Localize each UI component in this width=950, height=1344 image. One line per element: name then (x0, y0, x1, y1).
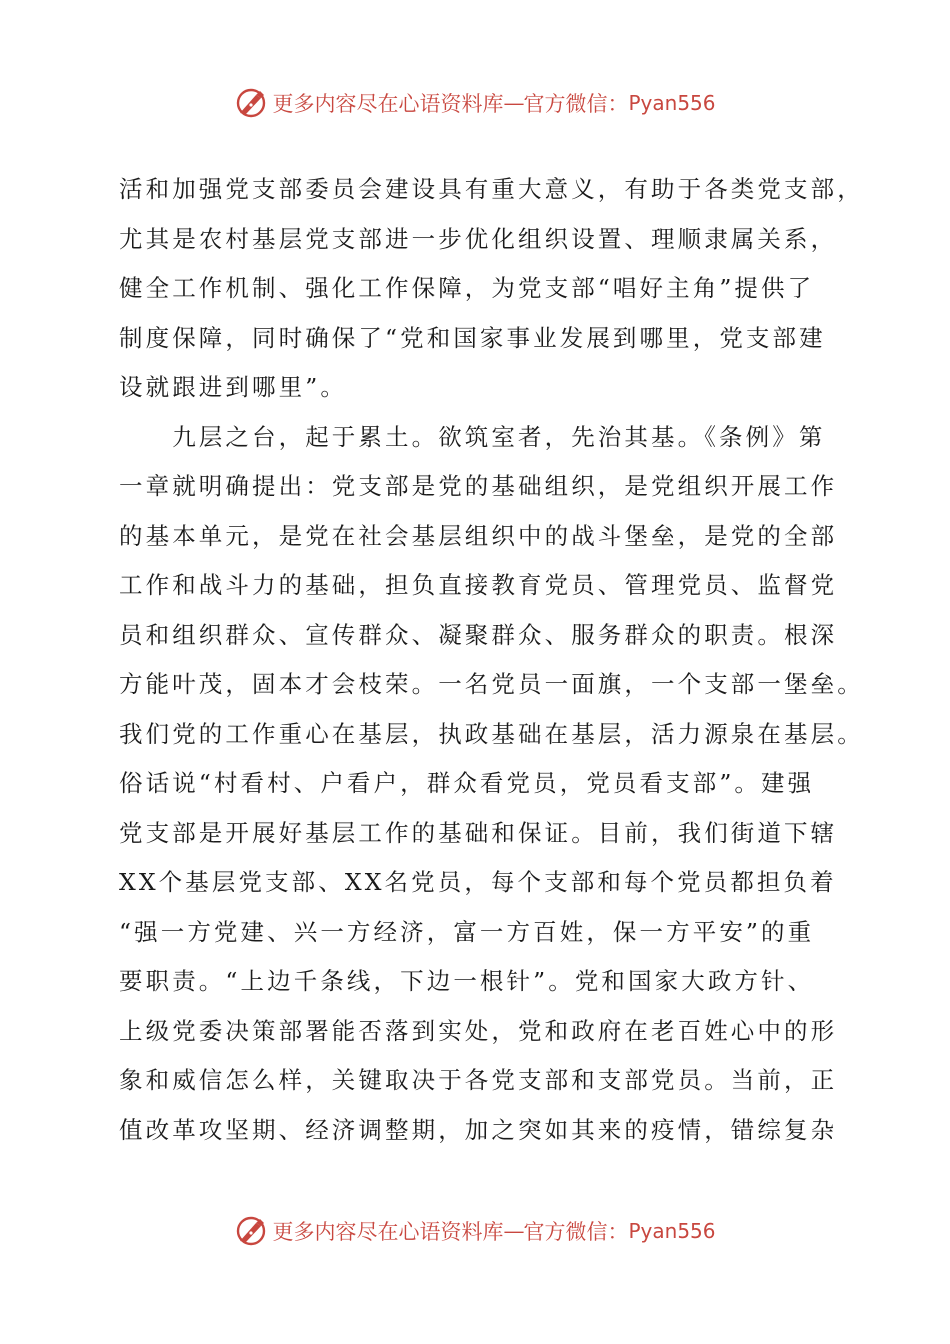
text-line: 设就跟进到哪里”。 (119, 373, 347, 401)
pen-nib-logo-icon (234, 86, 268, 120)
text-line: 一章就明确提出：党支部是党的基础组织，是党组织开展工作 (119, 472, 838, 500)
text-line: 制度保障，同时确保了“党和国家事业发展到哪里，党支部建 (119, 323, 826, 352)
text-line: 活和加强党支部委员会建设具有重大意义，有助于各类党支部， (119, 175, 864, 203)
text-line: 员和组织群众、宣传群众、凝聚群众、服务群众的职责。根深 (119, 620, 838, 649)
text-line: 党支部是开展好基层工作的基础和保证。目前，我们街道下辖 (119, 818, 838, 847)
text-line: 工作和战斗力的基础，担负直接教育党员、管理党员、监督党 (119, 571, 838, 599)
text-line: 象和威信怎么样，关键取决于各党支部和支部党员。当前，正 (119, 1066, 838, 1094)
text-line: 上级党委决策部署能否落到实处，党和政府在老百姓心中的形 (119, 1016, 838, 1045)
watermark-site-text: 更多内容尽在心语资料库 (272, 1220, 504, 1244)
watermark-wechat-label: 官方微信： (523, 1220, 629, 1244)
text-line: 尤其是农村基层党支部进一步优化组织设置、理顺隶属关系， (119, 224, 838, 253)
text-line: “强一方党建、兴一方经济，富一方百姓，保一方平安”的重 (119, 917, 815, 946)
watermark-separator: — (503, 91, 524, 115)
watermark-site-text: 更多内容尽在心语资料库 (272, 92, 504, 116)
text-line: 健全工作机制、强化工作保障，为党支部“唱好主角”提供了 (119, 274, 815, 302)
watermark-wechat-label: 官方微信： (523, 92, 629, 116)
header-watermark (0, 83, 950, 123)
text-line: 我们党的工作重心在基层，执政基础在基层，活力源泉在基层。 (119, 719, 864, 748)
text-line: 的基本单元，是党在社会基层组织中的战斗堡垒，是党的全部 (119, 521, 838, 550)
watermark-separator: — (503, 1219, 524, 1243)
text-line: 值改革攻坚期、经济调整期，加之突如其来的疫情，错综复杂 (119, 1115, 838, 1144)
text-line: 方能叶茂，固本才会枝荣。一名党员一面旗，一个支部一堡垒。 (119, 670, 864, 698)
document-body (119, 165, 864, 1155)
pen-nib-logo-icon (234, 1214, 268, 1248)
text-line: 九层之台，起于累土。欲筑室者，先治其基。《条例》第 (119, 422, 826, 451)
text-line: 要职责。“上边千条线，下边一根针”。党和国家大政方针、 (119, 967, 815, 995)
text-line: 俗话说“村看村、户看户，群众看党员，党员看支部”。建强 (119, 769, 815, 797)
text-line: XX个基层党支部、XX名党员，每个支部和每个党员都担负着 (119, 868, 837, 896)
watermark-wechat-id: Pyan556 (628, 1219, 716, 1243)
footer-watermark (0, 1211, 950, 1251)
watermark-wechat-id: Pyan556 (628, 91, 716, 115)
